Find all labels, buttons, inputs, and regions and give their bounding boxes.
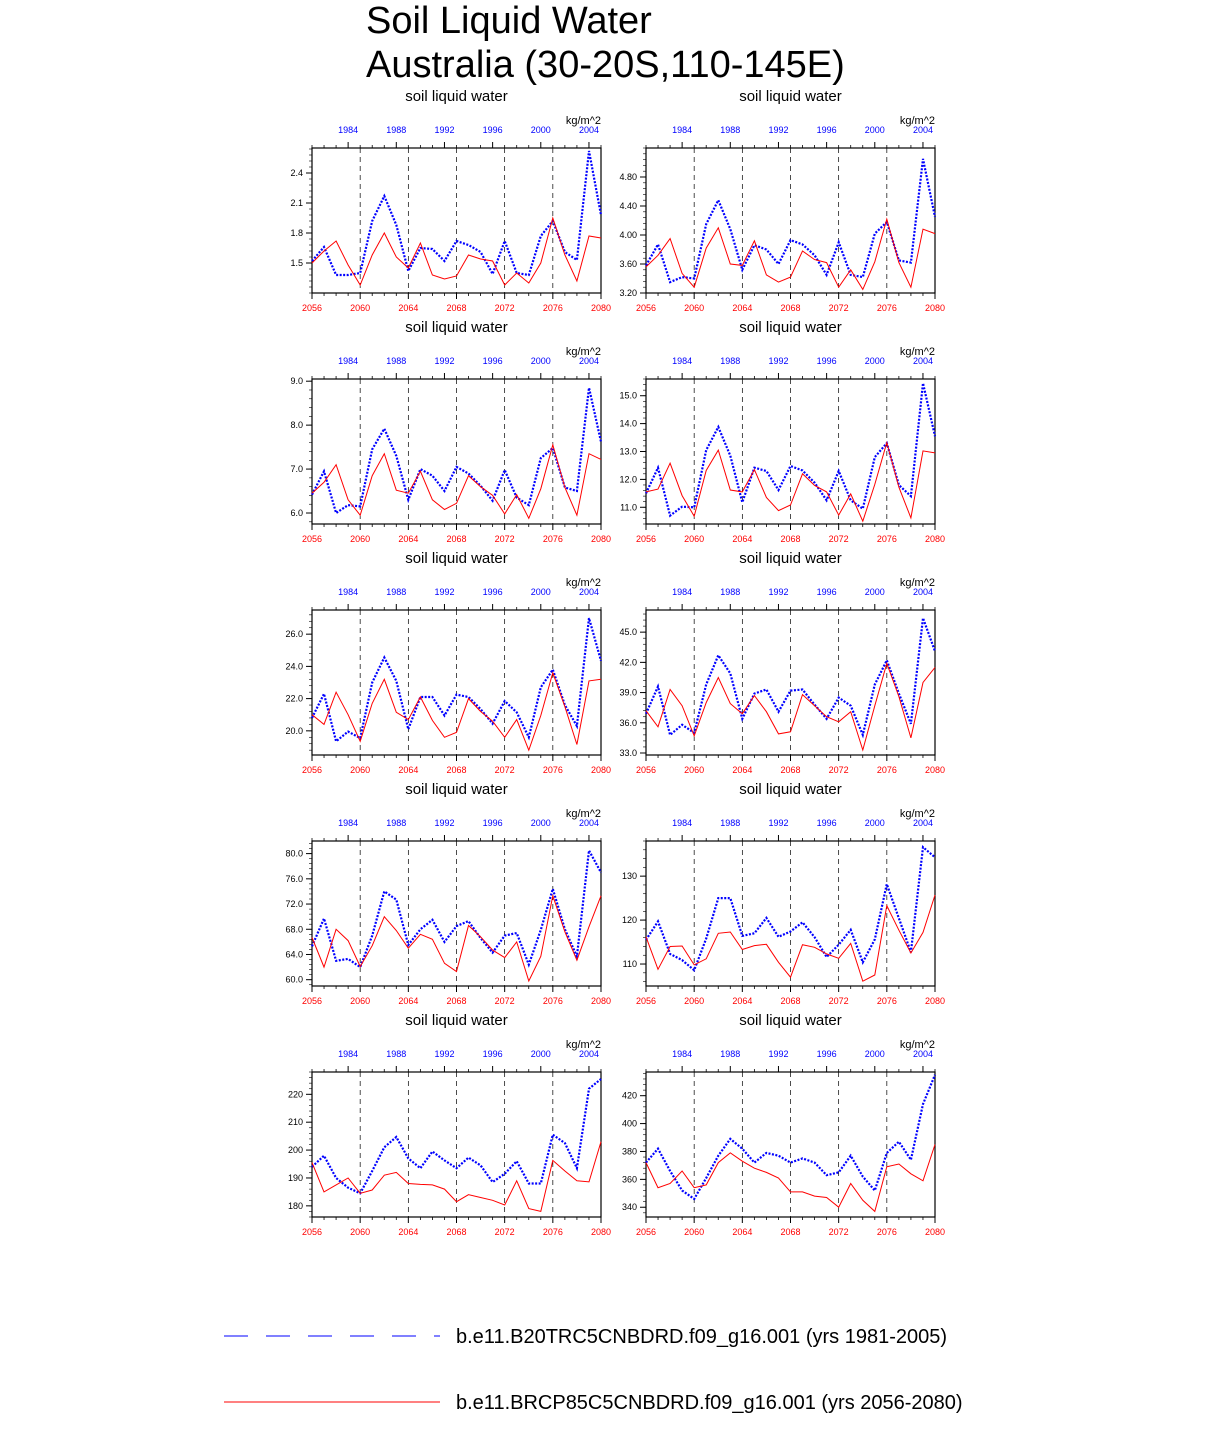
x-tick-label-top: 1988 bbox=[720, 1049, 741, 1059]
x-tick-label-bottom: 2072 bbox=[828, 1227, 849, 1237]
x-tick-label-top: 1996 bbox=[482, 818, 503, 828]
x-tick-label-top: 1984 bbox=[672, 125, 693, 135]
y-tick-label: 76.0 bbox=[285, 873, 303, 884]
y-tick-label: 3.20 bbox=[619, 288, 637, 298]
x-tick-label-top: 1996 bbox=[816, 125, 837, 135]
chart-panel-9 bbox=[288, 1012, 611, 1237]
x-tick-label-top: 2000 bbox=[530, 356, 551, 366]
x-tick-label-top: 1984 bbox=[338, 1049, 359, 1059]
x-tick-label-bottom: 2056 bbox=[301, 303, 323, 313]
x-tick-label-bottom: 2076 bbox=[876, 765, 897, 775]
x-tick-label-bottom: 2060 bbox=[350, 996, 371, 1006]
x-tick-label-top: 1992 bbox=[434, 818, 455, 828]
y-tick-label: 7.0 bbox=[290, 464, 303, 475]
x-tick-label-bottom: 2060 bbox=[684, 996, 705, 1006]
x-tick-label-bottom: 2068 bbox=[446, 996, 467, 1006]
x-tick-label-bottom: 2056 bbox=[635, 1227, 657, 1237]
units-label: kg/m^2 bbox=[899, 1039, 935, 1051]
x-tick-label-top: 1988 bbox=[386, 587, 407, 597]
x-tick-label-top: 1992 bbox=[768, 125, 789, 135]
x-tick-label-bottom: 2060 bbox=[350, 303, 371, 313]
x-tick-label-bottom: 2076 bbox=[542, 303, 563, 313]
x-tick-label-top: 2000 bbox=[864, 1049, 885, 1059]
legend-line-solid-icon bbox=[224, 1388, 444, 1418]
y-tick-label: 3.60 bbox=[619, 259, 637, 269]
y-tick-label: 120 bbox=[621, 915, 637, 926]
x-tick-label-bottom: 2072 bbox=[494, 765, 515, 775]
y-tick-label: 1.8 bbox=[290, 228, 303, 238]
figure-title-line2: Australia (30-20S,110-145E) bbox=[366, 44, 845, 86]
panel-title: soil liquid water bbox=[739, 550, 842, 567]
x-tick-label-top: 2000 bbox=[530, 818, 551, 828]
x-tick-label-top: 2000 bbox=[530, 587, 551, 597]
x-tick-label-top: 2000 bbox=[530, 125, 551, 135]
x-tick-label-bottom: 2064 bbox=[732, 996, 753, 1006]
x-tick-label-bottom: 2068 bbox=[780, 996, 801, 1006]
y-tick-label: 200 bbox=[287, 1145, 303, 1156]
x-tick-label-top: 2004 bbox=[912, 818, 933, 828]
x-tick-label-bottom: 2060 bbox=[684, 534, 705, 544]
y-tick-label: 12.0 bbox=[619, 474, 637, 485]
y-tick-label: 8.0 bbox=[290, 420, 303, 431]
panel-title: soil liquid water bbox=[739, 319, 842, 336]
x-tick-label-top: 2000 bbox=[864, 587, 885, 597]
units-label: kg/m^2 bbox=[899, 115, 935, 127]
y-tick-label: 33.0 bbox=[619, 747, 637, 758]
x-tick-label-bottom: 2056 bbox=[635, 303, 657, 313]
x-tick-label-bottom: 2080 bbox=[924, 534, 946, 544]
x-tick-label-bottom: 2080 bbox=[590, 765, 612, 775]
x-tick-label-top: 1984 bbox=[338, 818, 359, 828]
y-tick-label: 4.00 bbox=[619, 230, 637, 240]
units-label: kg/m^2 bbox=[565, 346, 601, 358]
x-tick-label-bottom: 2056 bbox=[635, 534, 657, 544]
x-tick-label-top: 1988 bbox=[386, 125, 407, 135]
y-tick-label: 36.0 bbox=[619, 717, 637, 728]
x-tick-label-top: 1988 bbox=[720, 125, 741, 135]
x-tick-label-top: 2004 bbox=[578, 125, 599, 135]
x-tick-label-top: 2004 bbox=[912, 1049, 933, 1059]
x-tick-label-bottom: 2076 bbox=[876, 303, 897, 313]
y-tick-label: 400 bbox=[621, 1118, 637, 1129]
x-tick-label-bottom: 2072 bbox=[828, 765, 849, 775]
panel-title: soil liquid water bbox=[739, 88, 842, 105]
chart-panel-4 bbox=[619, 319, 945, 544]
x-tick-label-top: 1984 bbox=[338, 125, 359, 135]
legend-line-dashed-icon bbox=[224, 1322, 444, 1352]
x-tick-label-bottom: 2068 bbox=[780, 534, 801, 544]
x-tick-label-bottom: 2064 bbox=[398, 303, 419, 313]
y-tick-label: 26.0 bbox=[285, 629, 303, 640]
x-tick-label-bottom: 2080 bbox=[924, 765, 946, 775]
legend-label-future: b.e11.BRCP85C5CNBDRD.f09_g16.001 (yrs 2056-2080) bbox=[456, 1392, 963, 1414]
y-tick-label: 4.40 bbox=[619, 201, 637, 211]
y-tick-label: 340 bbox=[621, 1202, 637, 1213]
x-tick-label-top: 2004 bbox=[578, 818, 599, 828]
x-tick-label-bottom: 2080 bbox=[590, 303, 612, 313]
y-tick-label: 6.0 bbox=[290, 508, 303, 519]
x-tick-label-bottom: 2076 bbox=[542, 996, 563, 1006]
x-tick-label-bottom: 2056 bbox=[635, 765, 657, 775]
x-tick-label-top: 1996 bbox=[482, 1049, 503, 1059]
x-tick-label-top: 1996 bbox=[816, 587, 837, 597]
y-tick-label: 2.4 bbox=[290, 168, 303, 178]
x-tick-label-bottom: 2072 bbox=[828, 996, 849, 1006]
x-tick-label-bottom: 2064 bbox=[398, 534, 419, 544]
x-tick-label-top: 2004 bbox=[578, 587, 599, 597]
x-tick-label-top: 1992 bbox=[434, 587, 455, 597]
units-label: kg/m^2 bbox=[565, 577, 601, 589]
x-tick-label-bottom: 2076 bbox=[876, 996, 897, 1006]
chart-panel-6 bbox=[619, 550, 945, 775]
chart-panel-7 bbox=[285, 781, 611, 1006]
y-tick-label: 13.0 bbox=[619, 446, 637, 457]
x-tick-label-bottom: 2064 bbox=[398, 765, 419, 775]
x-tick-label-bottom: 2076 bbox=[542, 1227, 563, 1237]
x-tick-label-bottom: 2080 bbox=[924, 996, 946, 1006]
x-tick-label-bottom: 2056 bbox=[301, 534, 323, 544]
panel-title: soil liquid water bbox=[405, 550, 508, 567]
x-tick-label-bottom: 2064 bbox=[732, 534, 753, 544]
x-tick-label-top: 1992 bbox=[434, 356, 455, 366]
x-tick-label-bottom: 2064 bbox=[398, 996, 419, 1006]
x-tick-label-bottom: 2072 bbox=[494, 534, 515, 544]
x-tick-label-top: 1988 bbox=[720, 356, 741, 366]
y-tick-label: 110 bbox=[622, 959, 637, 970]
x-tick-label-bottom: 2056 bbox=[301, 765, 323, 775]
x-tick-label-bottom: 2064 bbox=[732, 1227, 753, 1237]
x-tick-label-bottom: 2076 bbox=[542, 765, 563, 775]
x-tick-label-bottom: 2056 bbox=[301, 996, 323, 1006]
y-tick-label: 42.0 bbox=[619, 657, 637, 668]
y-tick-label: 39.0 bbox=[619, 687, 637, 698]
x-tick-label-bottom: 2080 bbox=[590, 996, 612, 1006]
chart-panel-10 bbox=[622, 1012, 945, 1237]
x-tick-label-top: 1988 bbox=[720, 587, 741, 597]
x-tick-label-top: 1996 bbox=[482, 356, 503, 366]
x-tick-label-bottom: 2056 bbox=[301, 1227, 323, 1237]
panel-title: soil liquid water bbox=[405, 319, 508, 336]
x-tick-label-top: 1996 bbox=[482, 587, 503, 597]
x-tick-label-top: 2000 bbox=[864, 125, 885, 135]
y-tick-label: 11.0 bbox=[620, 502, 637, 513]
y-tick-label: 420 bbox=[621, 1090, 637, 1101]
x-tick-label-top: 1992 bbox=[768, 356, 789, 366]
x-tick-label-bottom: 2056 bbox=[635, 996, 657, 1006]
x-tick-label-bottom: 2076 bbox=[542, 534, 563, 544]
x-tick-label-top: 1992 bbox=[434, 125, 455, 135]
x-tick-label-top: 2000 bbox=[530, 1049, 551, 1059]
units-label: kg/m^2 bbox=[899, 577, 935, 589]
x-tick-label-bottom: 2072 bbox=[494, 996, 515, 1006]
x-tick-label-top: 2004 bbox=[912, 587, 933, 597]
x-tick-label-top: 1984 bbox=[672, 1049, 693, 1059]
y-tick-label: 4.80 bbox=[619, 172, 637, 182]
chart-panel-2 bbox=[619, 88, 945, 313]
y-tick-label: 220 bbox=[287, 1089, 303, 1100]
y-tick-label: 68.0 bbox=[285, 924, 303, 935]
x-tick-label-bottom: 2080 bbox=[590, 1227, 612, 1237]
x-tick-label-top: 1988 bbox=[386, 818, 407, 828]
y-tick-label: 80.0 bbox=[285, 848, 303, 859]
legend-entry-historical bbox=[224, 1322, 1024, 1352]
x-tick-label-top: 1996 bbox=[816, 1049, 837, 1059]
y-tick-label: 14.0 bbox=[619, 418, 637, 429]
y-tick-label: 360 bbox=[621, 1174, 637, 1185]
x-tick-label-bottom: 2076 bbox=[876, 1227, 897, 1237]
panel-title: soil liquid water bbox=[739, 781, 842, 798]
y-tick-label: 9.0 bbox=[290, 376, 303, 387]
x-tick-label-bottom: 2064 bbox=[398, 1227, 419, 1237]
x-tick-label-bottom: 2060 bbox=[684, 1227, 705, 1237]
x-tick-label-top: 1992 bbox=[768, 1049, 789, 1059]
x-tick-label-top: 1984 bbox=[672, 587, 693, 597]
x-tick-label-bottom: 2080 bbox=[924, 303, 946, 313]
x-tick-label-bottom: 2064 bbox=[732, 303, 753, 313]
panel-title: soil liquid water bbox=[405, 1012, 508, 1029]
x-tick-label-top: 1992 bbox=[768, 818, 789, 828]
x-tick-label-top: 1996 bbox=[816, 356, 837, 366]
panel-title: soil liquid water bbox=[405, 781, 508, 798]
x-tick-label-top: 2004 bbox=[578, 356, 599, 366]
x-tick-label-top: 2000 bbox=[864, 818, 885, 828]
y-tick-label: 1.5 bbox=[290, 258, 303, 268]
y-tick-label: 64.0 bbox=[285, 949, 303, 960]
x-tick-label-bottom: 2068 bbox=[780, 1227, 801, 1237]
x-tick-label-top: 1988 bbox=[386, 1049, 407, 1059]
chart-panel-3 bbox=[290, 319, 611, 544]
x-tick-label-bottom: 2060 bbox=[350, 534, 371, 544]
figure-title-line1: Soil Liquid Water bbox=[366, 0, 652, 42]
x-tick-label-bottom: 2068 bbox=[446, 765, 467, 775]
legend-entry-future bbox=[224, 1388, 1024, 1418]
x-tick-label-bottom: 2068 bbox=[780, 765, 801, 775]
x-tick-label-bottom: 2060 bbox=[684, 765, 705, 775]
x-tick-label-bottom: 2072 bbox=[828, 303, 849, 313]
units-label: kg/m^2 bbox=[565, 115, 601, 127]
x-tick-label-top: 1992 bbox=[768, 587, 789, 597]
y-tick-label: 2.1 bbox=[290, 198, 303, 208]
x-tick-label-bottom: 2080 bbox=[590, 534, 612, 544]
x-tick-label-bottom: 2060 bbox=[684, 303, 705, 313]
y-tick-label: 22.0 bbox=[285, 693, 303, 704]
x-tick-label-top: 2004 bbox=[912, 356, 933, 366]
units-label: kg/m^2 bbox=[565, 1039, 601, 1051]
y-tick-label: 60.0 bbox=[285, 974, 303, 985]
x-tick-label-bottom: 2076 bbox=[876, 534, 897, 544]
x-tick-label-top: 2000 bbox=[864, 356, 885, 366]
units-label: kg/m^2 bbox=[899, 346, 935, 358]
x-tick-label-bottom: 2060 bbox=[350, 1227, 371, 1237]
x-tick-label-bottom: 2068 bbox=[446, 303, 467, 313]
y-tick-label: 130 bbox=[621, 871, 637, 882]
x-tick-label-bottom: 2072 bbox=[494, 303, 515, 313]
x-tick-label-bottom: 2064 bbox=[732, 765, 753, 775]
series-line-historical bbox=[646, 383, 935, 515]
y-tick-label: 15.0 bbox=[619, 390, 637, 401]
x-tick-label-top: 1996 bbox=[816, 818, 837, 828]
x-tick-label-top: 1992 bbox=[434, 1049, 455, 1059]
x-tick-label-bottom: 2080 bbox=[924, 1227, 946, 1237]
chart-panel-5 bbox=[285, 550, 611, 775]
y-tick-label: 45.0 bbox=[619, 627, 637, 638]
y-tick-label: 190 bbox=[287, 1172, 303, 1183]
y-tick-label: 20.0 bbox=[285, 725, 303, 736]
x-tick-label-bottom: 2068 bbox=[446, 1227, 467, 1237]
x-tick-label-bottom: 2068 bbox=[446, 534, 467, 544]
y-tick-label: 210 bbox=[287, 1117, 303, 1128]
x-tick-label-bottom: 2060 bbox=[350, 765, 371, 775]
x-tick-label-top: 1988 bbox=[720, 818, 741, 828]
y-tick-label: 72.0 bbox=[285, 899, 303, 910]
y-tick-label: 24.0 bbox=[285, 661, 303, 672]
y-tick-label: 380 bbox=[621, 1146, 637, 1157]
x-tick-label-top: 1984 bbox=[672, 818, 693, 828]
x-tick-label-top: 1984 bbox=[338, 587, 359, 597]
x-tick-label-top: 1988 bbox=[386, 356, 407, 366]
chart-panel-1 bbox=[290, 88, 611, 313]
x-tick-label-top: 1984 bbox=[338, 356, 359, 366]
y-tick-label: 180 bbox=[287, 1200, 303, 1211]
x-tick-label-bottom: 2072 bbox=[494, 1227, 515, 1237]
x-tick-label-top: 2004 bbox=[578, 1049, 599, 1059]
units-label: kg/m^2 bbox=[899, 808, 935, 820]
x-tick-label-top: 2004 bbox=[912, 125, 933, 135]
units-label: kg/m^2 bbox=[565, 808, 601, 820]
x-tick-label-bottom: 2072 bbox=[828, 534, 849, 544]
x-tick-label-top: 1984 bbox=[672, 356, 693, 366]
x-tick-label-bottom: 2068 bbox=[780, 303, 801, 313]
x-tick-label-top: 1996 bbox=[482, 125, 503, 135]
panel-title: soil liquid water bbox=[739, 1012, 842, 1029]
legend-label-historical: b.e11.B20TRC5CNBDRD.f09_g16.001 (yrs 1981-2005) bbox=[456, 1326, 948, 1348]
panel-title: soil liquid water bbox=[405, 88, 508, 105]
chart-panel-8 bbox=[622, 781, 945, 1006]
